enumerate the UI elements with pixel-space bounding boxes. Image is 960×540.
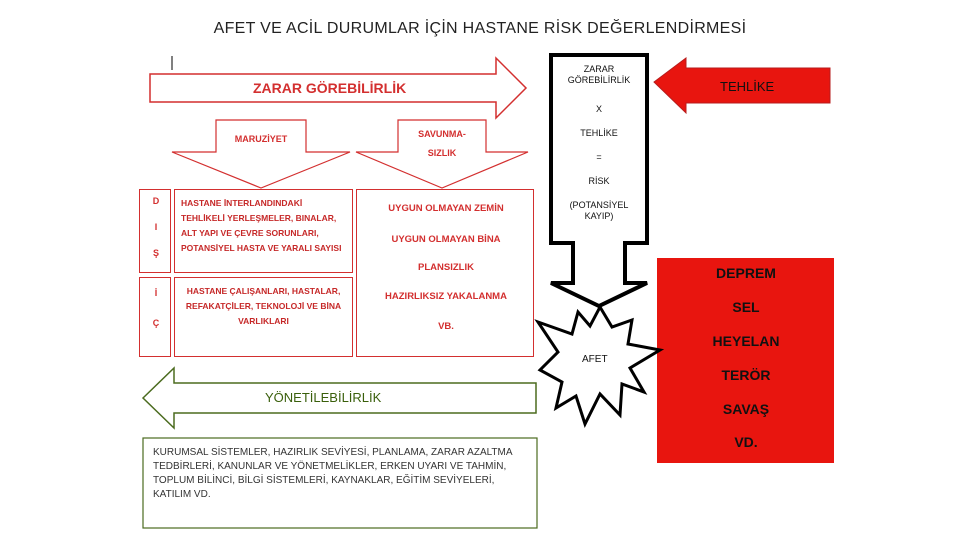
manageability-label: YÖNETİLEBİLİRLİK <box>265 390 382 405</box>
external-exposure-box <box>174 189 353 273</box>
vulnerability-label: ZARAR GÖREBİLİRLİK <box>253 80 407 96</box>
internal-exposure-box <box>174 277 353 357</box>
hazard-item: DEPREM <box>716 265 776 281</box>
hazards-block <box>657 258 834 463</box>
hazard-item: HEYELAN <box>712 333 780 349</box>
hazard-label: TEHLİKE <box>720 79 775 94</box>
formula-vulnerability: ZARAR GÖREBİLİRLİK <box>567 64 631 85</box>
internal-letter: İ <box>154 288 158 298</box>
disaster-label: AFET <box>582 354 608 365</box>
disaster-burst <box>538 307 660 424</box>
formula-equals: = <box>596 152 602 162</box>
defenselessness-item: PLANSIZLIK <box>418 262 474 273</box>
hazard-item: VD. <box>734 434 758 450</box>
defenselessness-item: HAZIRLIKSIZ YAKALANMA <box>385 291 507 302</box>
external-letter: D <box>152 196 160 206</box>
formula-hazard: TEHLİKE <box>580 128 618 138</box>
exposure-arrow <box>172 120 350 188</box>
formula-risk: RİSK <box>588 176 610 186</box>
exposure-label: MARUZİYET <box>234 134 288 144</box>
external-label-box <box>139 189 171 273</box>
internal-exposure-text: HASTANE ÇALIŞANLARI, HASTALAR, REFAKATÇİLER, TEKNOLOJİ VE BİNA VARLIKLARI <box>185 286 342 326</box>
external-exposure-text: HASTANE İNTERLANDINDAKİ TEHLİKELİ YERLEŞMELER, BINALAR, ALT YAPI VE ÇEVRE SORUNLARI, POTANSİYEL HASTA VE YARALI SAYISI <box>181 198 342 253</box>
hazard-item: SAVAŞ <box>722 401 770 417</box>
hazard-item: TERÖR <box>721 367 771 383</box>
manageability-text: KURUMSAL SİSTEMLER, HAZIRLIK SEVİYESİ, PLANLAMA, ZARAR AZALTMA TEDBİRLERİ, KANUNLAR VE YÖNETMELİKLER, ERKEN UYARI VE TAHMİN, TOPLUM BİLİNCİ, BİLGİ SİSTEMLERİ, KAYNAKLAR, EĞİTİM SEVİYELERİ, KATILIM VD. <box>153 447 512 500</box>
internal-label-box <box>139 277 171 357</box>
defenselessness-label: SAVUNMA- SIZLIK <box>418 129 466 158</box>
formula-multiply: X <box>595 104 602 114</box>
internal-letter: Ç <box>152 318 160 328</box>
external-letter: Ş <box>152 248 159 258</box>
page-title: AFET VE ACİL DURUMLAR İÇİN HASTANE RİSK DEĞERLENDİRMESİ <box>213 20 747 37</box>
defenselessness-box <box>356 189 534 357</box>
formula-potential-loss: (POTANSİYEL KAYIP) <box>569 200 629 221</box>
hazard-item: SEL <box>732 299 760 315</box>
defenselessness-item: UYGUN OLMAYAN ZEMİN <box>388 203 504 214</box>
defenselessness-item: VB. <box>438 321 454 332</box>
defenselessness-item: UYGUN OLMAYAN BİNA <box>391 234 501 245</box>
external-letter: I <box>154 222 158 232</box>
